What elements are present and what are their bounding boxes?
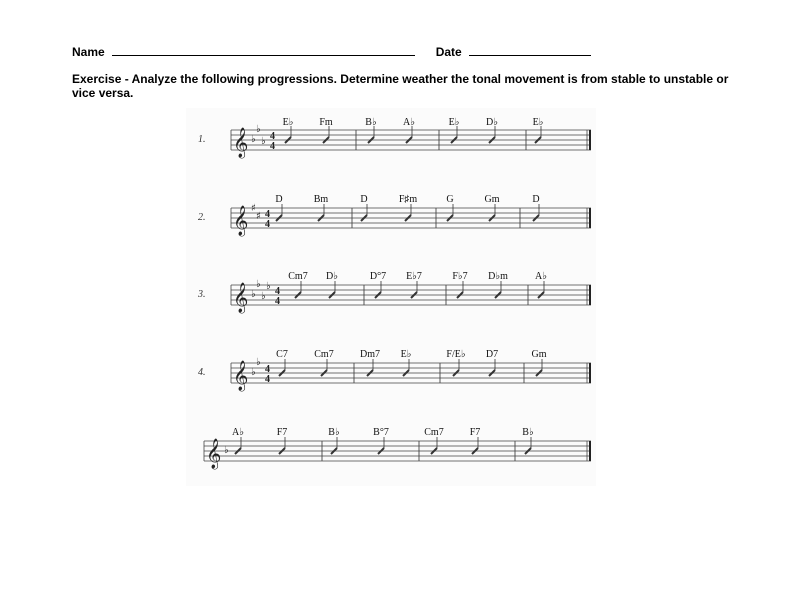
- chord-symbol: E♭: [282, 117, 294, 128]
- chord-symbol: Cm7: [314, 349, 334, 360]
- key-signature: [251, 124, 266, 147]
- chord-symbol: A♭: [232, 427, 244, 438]
- treble-clef-icon: 𝄞: [233, 128, 249, 158]
- flat-icon: ♭: [224, 445, 229, 456]
- chord-symbol: Bm: [313, 194, 329, 205]
- chord-symbol: F7: [469, 427, 481, 438]
- progression-5: [204, 427, 591, 470]
- progression-number: 3.: [198, 289, 206, 300]
- time-signature-bottom: 4: [275, 296, 280, 307]
- treble-clef-icon: 𝄞: [206, 439, 222, 469]
- date-field[interactable]: [469, 43, 591, 56]
- key-signature: [224, 445, 229, 456]
- key-signature: [251, 203, 261, 222]
- chord-symbol: B°7: [373, 427, 389, 438]
- progression-4: [198, 349, 591, 392]
- chord-symbol: D7: [485, 349, 499, 360]
- chord-symbol: F♭7: [452, 271, 468, 282]
- chord-symbol: F/E♭: [446, 349, 466, 360]
- treble-clef-icon: 𝄞: [233, 206, 249, 236]
- chord-symbol: G: [446, 194, 454, 205]
- name-field[interactable]: [112, 43, 415, 56]
- chord-symbol: Cm7: [424, 427, 444, 438]
- chord-symbol: B♭: [365, 117, 377, 128]
- chord-symbol: E♭: [400, 349, 412, 360]
- chord-symbol: A♭: [535, 271, 547, 282]
- time-signature-top: 4: [270, 131, 275, 142]
- sharp-icon: ♯: [251, 203, 256, 214]
- chord-symbol: Cm7: [288, 271, 308, 282]
- score-staves: [186, 108, 596, 486]
- chord-symbol: D: [532, 194, 540, 205]
- flat-icon: ♭: [251, 289, 256, 300]
- chord-symbol: D: [360, 194, 368, 205]
- flat-icon: ♭: [266, 281, 271, 292]
- key-signature: [251, 357, 261, 378]
- chord-symbol: Fm: [319, 117, 333, 128]
- flat-icon: ♭: [261, 136, 266, 147]
- chord-symbol: E♭: [448, 117, 460, 128]
- progression-1: [198, 117, 591, 159]
- chord-symbol: F7: [276, 427, 288, 438]
- sharp-icon: ♯: [256, 211, 261, 222]
- exercise-instructions: Exercise - Analyze the following progressions. Determine weather the tonal movement is from stable to unstable or vice versa.: [72, 72, 729, 100]
- time-signature-top: 4: [275, 286, 280, 297]
- chord-symbol: D°7: [369, 271, 387, 282]
- treble-clef-icon: 𝄞: [233, 283, 249, 313]
- treble-clef-icon: 𝄞: [233, 361, 249, 391]
- progression-number: 1.: [198, 134, 206, 145]
- name-label: Name: [72, 45, 105, 59]
- time-signature-top: 4: [265, 209, 270, 220]
- time-signature-bottom: 4: [270, 141, 275, 152]
- progression-3: [197, 271, 591, 314]
- time-signature-top: 4: [265, 364, 270, 375]
- flat-icon: ♭: [251, 134, 256, 145]
- chord-symbol: D♭: [326, 271, 338, 282]
- chord-symbol: D♭: [486, 117, 498, 128]
- chord-symbol: E♭7: [406, 271, 422, 282]
- progression-2: [198, 194, 591, 237]
- chord-symbol: A♭: [403, 117, 415, 128]
- score-image: [186, 108, 596, 486]
- chord-symbol: C7: [276, 349, 288, 360]
- flat-icon: ♭: [256, 124, 261, 135]
- header-line: [72, 43, 591, 59]
- progression-number: 4.: [198, 367, 206, 378]
- flat-icon: ♭: [261, 291, 266, 302]
- chord-symbol: Gm: [531, 349, 547, 360]
- progression-number: 2.: [198, 212, 206, 223]
- flat-icon: ♭: [256, 357, 261, 368]
- chord-symbol: D♭m: [488, 271, 508, 282]
- flat-icon: ♭: [256, 279, 261, 290]
- flat-icon: ♭: [251, 367, 256, 378]
- chord-symbol: F♯m: [398, 194, 418, 205]
- chord-symbol: D: [275, 194, 283, 205]
- time-signature-bottom: 4: [265, 219, 270, 230]
- chord-symbol: Dm7: [360, 349, 380, 360]
- date-label: Date: [435, 45, 462, 59]
- time-signature-bottom: 4: [265, 374, 270, 385]
- chord-symbol: E♭: [532, 117, 544, 128]
- chord-symbol: Gm: [484, 194, 500, 205]
- chord-symbol: B♭: [522, 427, 534, 438]
- key-signature: [251, 279, 271, 302]
- chord-symbol: B♭: [328, 427, 340, 438]
